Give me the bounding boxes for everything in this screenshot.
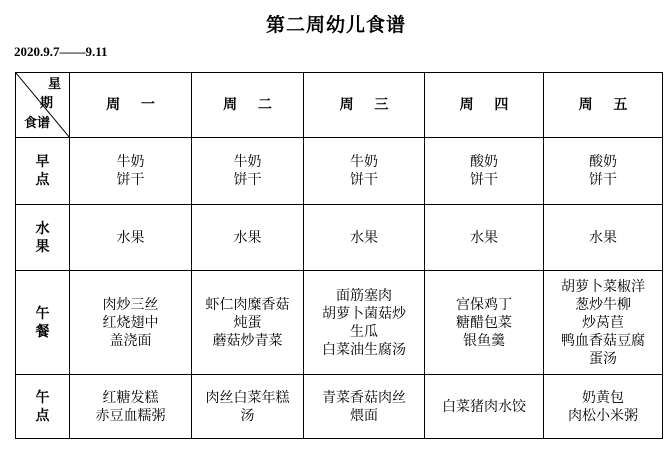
day-header-friday: 周 五 (544, 73, 663, 138)
menu-cell: 水果 (192, 205, 304, 271)
row-label-lunch: 午 餐 (16, 271, 70, 375)
menu-table (15, 72, 663, 439)
corner-label-weekday: 星 (47, 77, 61, 92)
menu-cell: 红糖发糕 赤豆血糯粥 (70, 375, 192, 439)
menu-cell: 水果 (70, 205, 192, 271)
row-label-afternoon-snack: 午 点 (16, 375, 70, 439)
menu-cell: 青菜香菇肉丝 煨面 (304, 375, 425, 439)
header-row (16, 73, 663, 138)
menu-cell: 酸奶 饼干 (544, 138, 663, 205)
menu-cell: 牛奶 饼干 (304, 138, 425, 205)
menu-cell: 水果 (544, 205, 663, 271)
menu-cell: 宫保鸡丁 糖醋包菜 银鱼羹 (425, 271, 544, 375)
menu-cell: 肉炒三丝 红烧翅中 盖浇面 (70, 271, 192, 375)
menu-cell: 白菜猪肉水饺 (425, 375, 544, 439)
row-morning-snack (16, 138, 663, 205)
row-afternoon-snack (16, 375, 663, 439)
corner-label-period: 期 (40, 96, 54, 111)
menu-cell: 奶黄包 肉松小米粥 (544, 375, 663, 439)
day-header-monday: 周 一 (70, 73, 192, 138)
row-label-morning-snack: 早 点 (16, 138, 70, 205)
row-lunch (16, 271, 663, 375)
row-label-fruit: 水 果 (16, 205, 70, 271)
day-header-tuesday: 周 二 (192, 73, 304, 138)
corner-label-recipe: 食谱 (24, 116, 51, 131)
corner-header-cell (16, 73, 70, 138)
menu-cell: 牛奶 饼干 (192, 138, 304, 205)
menu-cell: 酸奶 饼干 (425, 138, 544, 205)
menu-cell: 胡萝卜菜椒洋 葱炒牛柳 炒莴苣 鸭血香菇豆腐 蛋汤 (544, 271, 663, 375)
menu-cell: 水果 (304, 205, 425, 271)
menu-cell: 水果 (425, 205, 544, 271)
row-fruit (16, 205, 663, 271)
menu-cell: 牛奶 饼干 (70, 138, 192, 205)
day-header-wednesday: 周 三 (304, 73, 425, 138)
date-range: 2020.9.7——9.11 (14, 44, 108, 59)
page-title: 第二周幼儿食谱 (265, 14, 406, 36)
day-header-thursday: 周 四 (425, 73, 544, 138)
menu-cell: 虾仁肉糜香菇 炖蛋 蘑菇炒青菜 (192, 271, 304, 375)
menu-cell: 面筋塞肉 胡萝卜菌菇炒 生瓜 白菜油生腐汤 (304, 271, 425, 375)
menu-cell: 肉丝白菜年糕 汤 (192, 375, 304, 439)
